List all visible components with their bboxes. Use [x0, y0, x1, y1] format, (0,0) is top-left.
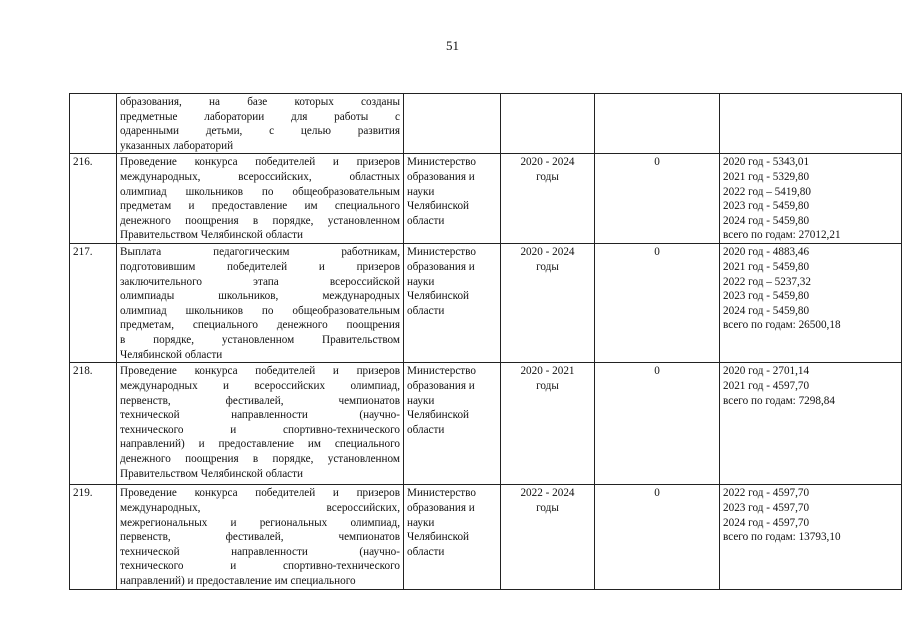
executor-line: Челябинской — [407, 531, 470, 544]
description-line: технического и спортивно-технического — [120, 560, 400, 573]
description-line: указанных лабораторий — [120, 139, 234, 152]
executor-line: Министерство — [407, 487, 476, 500]
funding-line: 2023 год - 5459,80 — [723, 290, 810, 303]
row-number: 219. — [70, 485, 117, 589]
executor-line: области — [407, 214, 445, 227]
description-line: Правительством Челябинской области — [120, 467, 304, 480]
description-line: технической направленности (научно- — [120, 545, 400, 558]
funding-line: 2022 год – 5419,80 — [723, 185, 811, 198]
executor-line: науки — [407, 185, 435, 198]
funding-line: 2020 год - 4883,46 — [723, 246, 810, 259]
implementation-period — [501, 244, 595, 363]
executor-line: Министерство — [407, 246, 476, 259]
row-number: 217. — [70, 244, 117, 363]
funding-line: 2021 год - 5329,80 — [723, 170, 810, 183]
implementation-period — [501, 154, 595, 244]
responsible-executor — [404, 94, 501, 154]
page-number: 51 — [446, 38, 459, 53]
funding-line: 2022 год – 5237,32 — [723, 275, 811, 288]
description-line: Проведение конкурса победителей и призеров — [120, 365, 400, 378]
funding-line: 2021 год - 5459,80 — [723, 260, 810, 273]
description-line: первенств, фестивалей, чемпионатов — [120, 531, 400, 544]
funding-line: всего по годам: 26500,18 — [723, 319, 841, 332]
funding-by-year — [720, 94, 902, 154]
amount-value: 0 — [595, 244, 720, 363]
responsible-executor — [404, 363, 501, 485]
period-line: годы — [536, 501, 559, 514]
executor-line: образования и — [407, 170, 475, 183]
responsible-executor — [404, 485, 501, 589]
executor-line: образования и — [407, 260, 475, 273]
executor-line: области — [407, 423, 445, 436]
description-line: направлений) и предоставление им специального — [120, 574, 356, 587]
executor-line: образования и — [407, 501, 475, 514]
implementation-period — [501, 363, 595, 485]
measure-description — [117, 154, 404, 244]
description-line: Проведение конкурса победителей и призеров — [120, 487, 400, 500]
executor-line: области — [407, 304, 445, 317]
amount-value: 0 — [595, 363, 720, 485]
period-line: 2020 - 2024 — [520, 246, 575, 259]
description-line: направлений) и предоставление им специального — [120, 438, 400, 451]
description-line: Челябинской области — [120, 348, 223, 361]
description-line: образования, на базе которых созданы — [120, 96, 400, 108]
executor-line: Челябинской — [407, 200, 470, 213]
period-line: 2020 - 2024 — [520, 156, 575, 169]
description-line: олимпиады школьников, международных — [120, 290, 400, 303]
description-line: одаренными детьми, с целью развития — [120, 125, 400, 138]
row-number: 216. — [70, 154, 117, 244]
table-row — [70, 154, 902, 244]
description-line: денежного поощрения в порядке, установленном — [120, 214, 400, 227]
responsible-executor — [404, 244, 501, 363]
description-line: в порядке, установленном Правительством — [120, 333, 400, 346]
measure-description — [117, 485, 404, 589]
period-line: 2022 - 2024 — [520, 487, 575, 500]
description-line: международных, всероссийских, областных — [120, 170, 400, 183]
funding-line: 2023 год - 5459,80 — [723, 200, 810, 213]
implementation-period — [501, 94, 595, 154]
table-row — [70, 485, 902, 589]
executor-line: области — [407, 545, 445, 558]
description-line: предметные лаборатории для работы с — [120, 110, 400, 123]
funding-line: всего по годам: 13793,10 — [723, 531, 841, 544]
funding-by-year — [720, 363, 902, 485]
description-line: технической направленности (научно- — [120, 409, 400, 422]
period-line: 2020 - 2021 — [520, 365, 575, 378]
funding-line: 2020 год - 2701,14 — [723, 365, 810, 378]
row-number — [70, 94, 117, 154]
funding-line: 2020 год - 5343,01 — [723, 156, 810, 169]
executor-line: науки — [407, 516, 435, 529]
amount-value: 0 — [595, 485, 720, 589]
amount-value: 0 — [595, 154, 720, 244]
responsible-executor — [404, 154, 501, 244]
executor-line: Челябинской — [407, 409, 470, 422]
description-line: денежного поощрения в порядке, установленном — [120, 452, 400, 465]
description-line: заключительного этапа всероссийской — [120, 275, 400, 288]
table-row — [70, 94, 902, 154]
description-line: технического и спортивно-технического — [120, 423, 400, 436]
program-measures-table — [69, 93, 902, 590]
executor-line: науки — [407, 394, 435, 407]
funding-line: 2024 год - 5459,80 — [723, 304, 810, 317]
executor-line: Челябинской — [407, 290, 470, 303]
description-line: Проведение конкурса победителей и призеров — [120, 156, 400, 169]
table-row — [70, 363, 902, 485]
table-row — [70, 244, 902, 363]
description-line: подготовившим победителей и призеров — [120, 260, 400, 273]
funding-line: 2022 год - 4597,70 — [723, 487, 810, 500]
executor-line: науки — [407, 275, 435, 288]
description-line: предметам и предоставление им специального — [120, 200, 400, 213]
description-line: олимпиад школьников по общеобразовательным — [120, 304, 400, 317]
row-number: 218. — [70, 363, 117, 485]
funding-line: 2023 год - 4597,70 — [723, 501, 810, 514]
measure-description — [117, 363, 404, 485]
implementation-period — [501, 485, 595, 589]
amount-value — [595, 94, 720, 154]
funding-line: 2024 год - 5459,80 — [723, 214, 810, 227]
period-line: годы — [536, 260, 559, 273]
measure-description — [117, 94, 404, 154]
description-line: олимпиад школьников по общеобразовательным — [120, 185, 400, 198]
executor-line: Министерство — [407, 365, 476, 378]
funding-by-year — [720, 154, 902, 244]
description-line: международных и всероссийских олимпиад, — [120, 379, 400, 392]
description-line: первенств, фестивалей, чемпионатов — [120, 394, 400, 407]
period-line: годы — [536, 379, 559, 392]
executor-line: Министерство — [407, 156, 476, 169]
description-line: предметам, специального денежного поощрения — [120, 319, 400, 332]
funding-line: 2024 год - 4597,70 — [723, 516, 810, 529]
measure-description — [117, 244, 404, 363]
description-line: международных, всероссийских, — [120, 501, 400, 514]
period-line: годы — [536, 170, 559, 183]
description-line: межрегиональных и региональных олимпиад, — [120, 516, 400, 529]
funding-line: всего по годам: 7298,84 — [723, 394, 835, 407]
funding-line: 2021 год - 4597,70 — [723, 379, 810, 392]
funding-by-year — [720, 244, 902, 363]
executor-line: образования и — [407, 379, 475, 392]
description-line: Правительством Челябинской области — [120, 229, 304, 242]
description-line: Выплата педагогическим работникам, — [120, 246, 400, 259]
funding-by-year — [720, 485, 902, 589]
funding-line: всего по годам: 27012,21 — [723, 229, 841, 242]
